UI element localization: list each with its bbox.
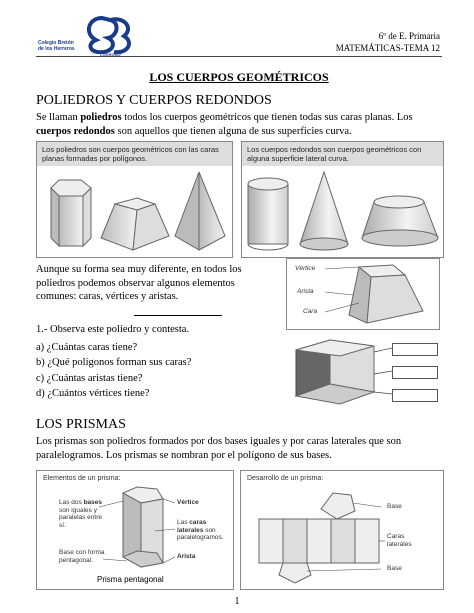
round-bodies-drawing xyxy=(242,166,443,256)
logo-line2: de los Herreros xyxy=(38,46,75,52)
exercise-heading: 1.- Observa este poliedro y contesta. xyxy=(36,324,190,335)
section1-paragraph xyxy=(36,111,446,138)
label-face: Cara xyxy=(303,308,318,315)
elements-diagram-box xyxy=(286,258,440,330)
logo-tag: LOGROÑO xyxy=(100,52,121,57)
label-net-base-top: Base xyxy=(387,503,402,510)
p2-bold: cuerpos redondos xyxy=(36,125,115,137)
lateral-b: caras laterales xyxy=(177,519,207,534)
question-d: d) ¿Cuántos vértices tiene? xyxy=(36,388,150,399)
header-rule xyxy=(36,56,442,57)
prism-caption: Prisma pentagonal xyxy=(97,575,164,584)
label-bases xyxy=(59,499,107,529)
divider xyxy=(134,315,222,316)
lateral-c: son paralelogramos. xyxy=(177,526,224,541)
page-number: 1 xyxy=(234,596,240,607)
question-b: b) ¿Qué polígonos forman sus caras? xyxy=(36,357,192,368)
header-subject: MATEMÁTICAS-TEMA 12 xyxy=(335,43,440,53)
polyhedra-caption: Los poliedros son cuerpos geométricos con las caras planas formadas por polígonos. xyxy=(37,142,232,166)
section-heading-prismas: LOS PRISMAS xyxy=(36,417,126,432)
header-info xyxy=(240,30,440,54)
label-base-form: Base con forma pentagonal. xyxy=(59,549,105,564)
school-logo xyxy=(38,14,138,62)
exercise-block xyxy=(36,322,276,402)
round-bodies-figure-box xyxy=(241,141,444,258)
round-bodies-caption: Los cuerpos redondos son cuerpos geométricos con alguna superficie lateral curva. xyxy=(242,142,443,166)
logo-line1: Colegio Bretón xyxy=(38,40,74,46)
prism-elements-title: Elementos de un prisma: xyxy=(43,475,121,482)
polyhedra-drawing xyxy=(37,166,232,256)
bases-b: bases xyxy=(83,499,103,506)
answer-blank-3[interactable] xyxy=(392,389,438,402)
p2-text-b: son aquellos que tienen alguna de sus superficies curva. xyxy=(114,125,352,137)
page-title: LOS CUERPOS GEOMÉTRICOS xyxy=(149,70,329,84)
question-a: a) ¿Cuántas caras tiene? xyxy=(36,341,138,353)
label-net-lateral: Caras laterales xyxy=(387,533,412,548)
bases-c: son iguales y paralelas entre sí. xyxy=(59,506,102,529)
answer-blank-1[interactable] xyxy=(392,343,438,356)
prism-elements-box xyxy=(36,470,234,590)
prism-net-box xyxy=(240,470,444,590)
p1-text-c: todos los cuerpos geométricos que tienen todas sus caras planas. Los xyxy=(121,112,413,123)
prism-net-drawing xyxy=(241,471,443,589)
prisms-paragraph: Los prismas son poliedros formados por dos bases iguales y por caras laterales que son paralelogramos. Los prismas se nombran por el polígono de sus bases. xyxy=(36,436,402,461)
label-prism-edge: Arista xyxy=(177,553,196,560)
section-heading-poliedros: POLIEDROS Y CUERPOS REDONDOS xyxy=(36,93,272,108)
p1-text-a: Se llaman xyxy=(36,112,81,123)
bases-a: Las dos xyxy=(59,499,84,506)
header-grade: 6º de E. Primaria xyxy=(378,31,440,41)
answer-blank-2[interactable] xyxy=(392,366,438,379)
label-lateral xyxy=(177,519,229,542)
logo-icon xyxy=(80,14,140,54)
label-prism-vertex: Vértice xyxy=(177,499,199,506)
question-c: c) ¿Cuántas aristas tiene? xyxy=(36,372,143,384)
label-net-base-bottom: Base xyxy=(387,565,402,572)
label-edge: Arista xyxy=(297,288,314,295)
prism-net-title: Desarrollo de un prisma: xyxy=(247,475,324,482)
polyhedra-figure-box xyxy=(36,141,233,258)
label-vertex: Vértice xyxy=(295,265,316,272)
p1-bold: poliedros xyxy=(80,112,122,123)
lateral-a: Las xyxy=(177,519,190,526)
elements-intro: Aunque su forma sea muy diferente, en todos los poliedros podemos observar algunos elementos comunes: caras, vértices y aristas. xyxy=(36,264,242,302)
